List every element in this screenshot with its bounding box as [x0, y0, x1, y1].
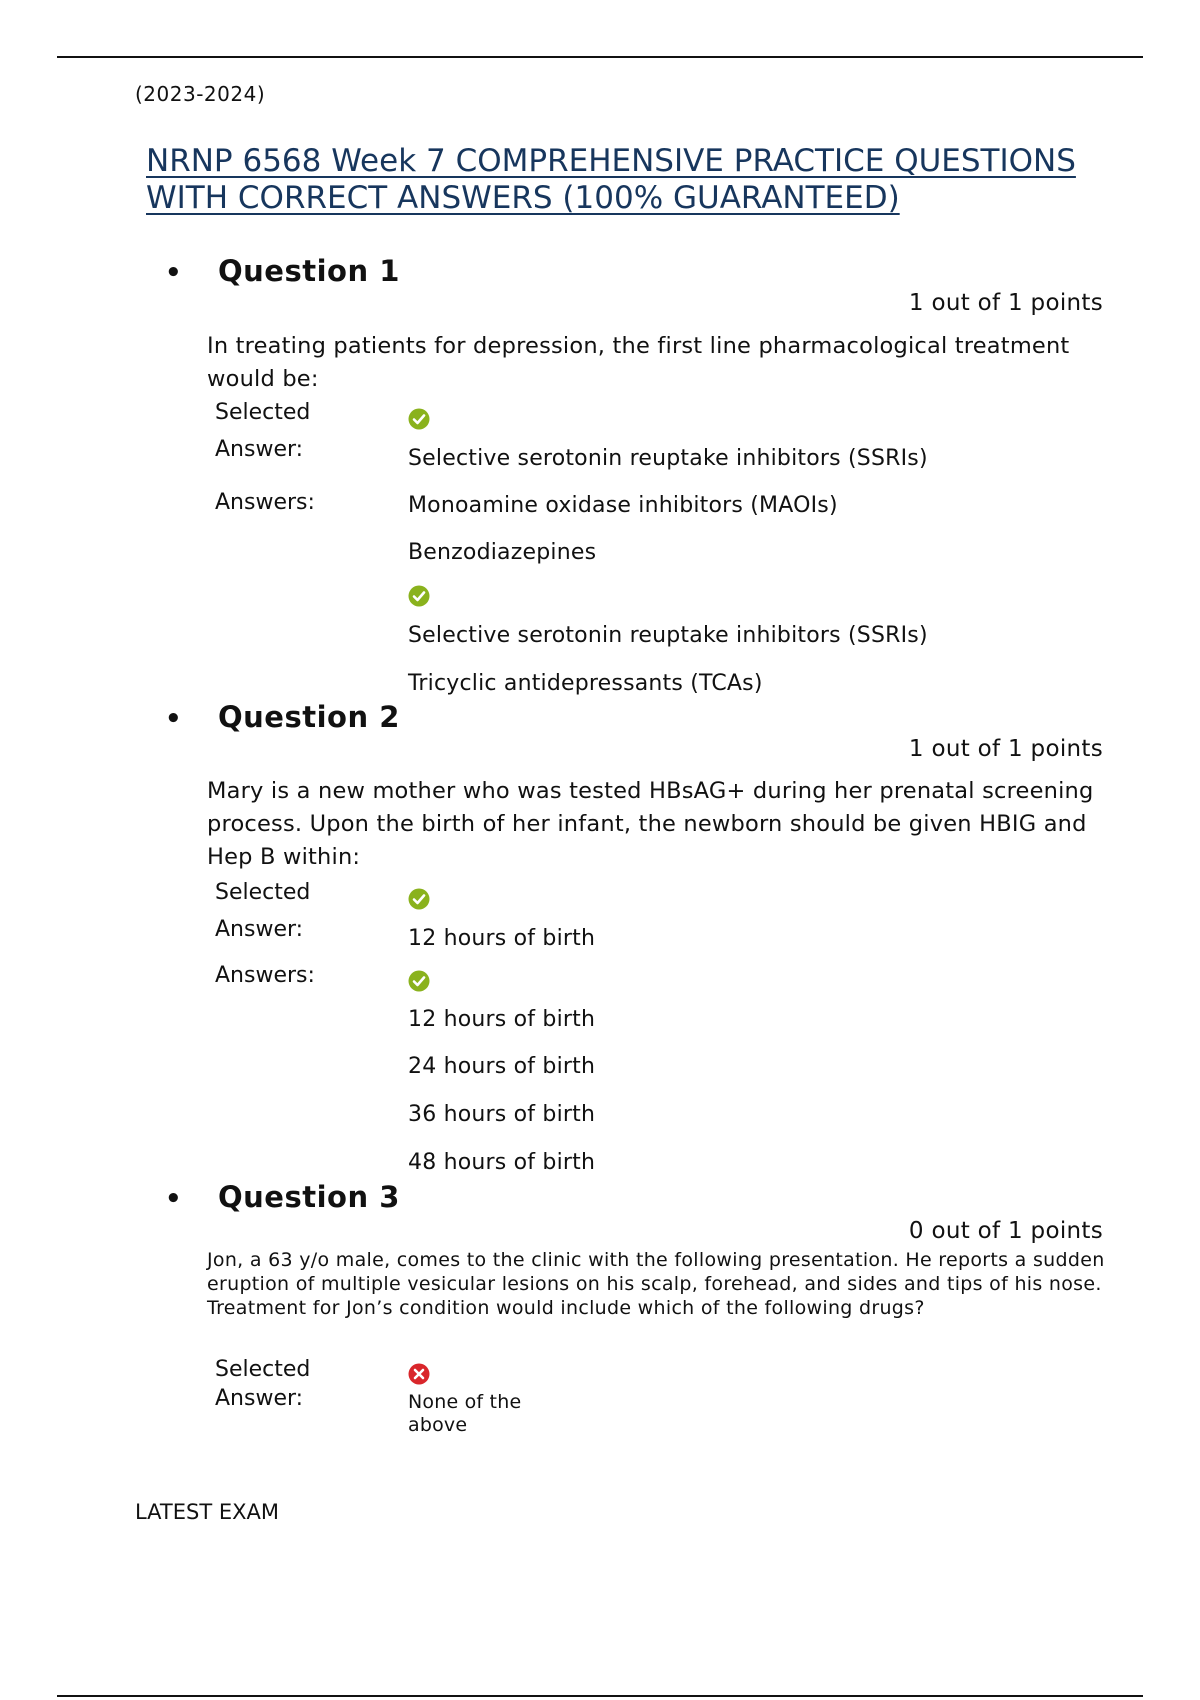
footer-text: LATEST EXAM [135, 1500, 279, 1524]
title-line-1: NRNP 6568 Week 7 COMPREHENSIVE PRACTICE QUESTIONS [146, 143, 1076, 179]
bullet: • [165, 1184, 182, 1214]
answer-option: Selective serotonin reuptake inhibitors (SSRIs) [408, 623, 928, 648]
answer-option: 48 hours of birth [408, 1150, 596, 1175]
bullet: • [165, 258, 182, 288]
selected-answer: None of the above [408, 1391, 522, 1436]
x-icon [408, 1363, 430, 1385]
answers-label: Answers: [215, 963, 315, 988]
question-title: Question 2 [218, 700, 400, 734]
selected-label: Selected [215, 880, 311, 905]
bullet: • [165, 704, 182, 734]
question-points: 1 out of 1 points [908, 290, 1103, 316]
question-title: Question 3 [218, 1180, 400, 1214]
selected-label: Selected [215, 400, 311, 425]
answer-label: Answer: [215, 917, 304, 942]
check-icon [408, 888, 430, 910]
check-icon [408, 585, 430, 607]
question-text: Jon, a 63 y/o male, comes to the clinic with the following presentation. He reports a sudden eruption of multiple vesicular lesions on his scalp, forehead, and sides and tips of his nose. Treatment for Jon’s condition would include which of the following drugs? [207, 1249, 1105, 1319]
top-rule [57, 56, 1143, 58]
answer-label: Answer: [215, 1386, 304, 1411]
answer-option: 36 hours of birth [408, 1102, 596, 1127]
selected-answer: 12 hours of birth [408, 926, 596, 951]
answer-option: 24 hours of birth [408, 1054, 596, 1079]
bottom-rule [57, 1695, 1143, 1697]
check-icon [408, 408, 430, 430]
title-line-2: WITH CORRECT ANSWERS (100% GUARANTEED) [146, 180, 900, 216]
answer-option: Tricyclic antidepressants (TCAs) [408, 671, 763, 696]
selected-answer: Selective serotonin reuptake inhibitors (SSRIs) [408, 446, 928, 471]
question-points: 1 out of 1 points [908, 736, 1103, 762]
check-icon [408, 970, 430, 992]
year-label: (2023-2024) [135, 82, 266, 106]
question-points: 0 out of 1 points [908, 1218, 1103, 1244]
question-title: Question 1 [218, 254, 400, 288]
question-text: In treating patients for depression, the first line pharmacological treatment would be: [207, 333, 1070, 392]
question-text: Mary is a new mother who was tested HBsAG+ during her prenatal screening process. Upon the birth of her infant, the newborn should be given HBIG and Hep B within: [207, 778, 1094, 870]
answer-option: Monoamine oxidase inhibitors (MAOIs) [408, 493, 838, 518]
answer-label: Answer: [215, 437, 304, 462]
answer-option: 12 hours of birth [408, 1007, 596, 1032]
answer-option: Benzodiazepines [408, 540, 597, 565]
selected-label: Selected [215, 1357, 311, 1382]
answers-label: Answers: [215, 490, 315, 515]
page-title [146, 143, 1136, 217]
